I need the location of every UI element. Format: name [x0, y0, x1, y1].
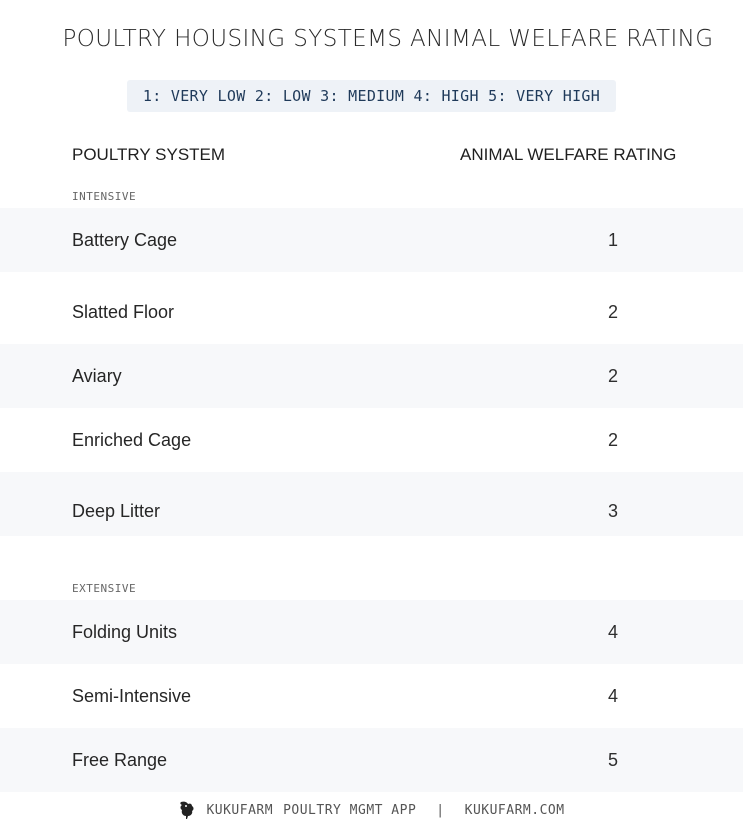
system-name: Aviary: [72, 365, 122, 386]
table-row: [0, 664, 743, 728]
group-label-extensive: EXTENSIVE: [72, 582, 137, 595]
welfare-rating: 5: [607, 749, 618, 770]
system-name: Semi-Intensive: [72, 685, 192, 706]
system-name: Battery Cage: [72, 229, 178, 250]
footer: [0, 800, 743, 820]
system-name: Folding Units: [72, 621, 178, 642]
system-name: Deep Litter: [72, 501, 161, 521]
welfare-rating: 4: [607, 685, 618, 706]
welfare-rating: 2: [607, 429, 618, 450]
table-row: [0, 600, 743, 664]
welfare-rating: 2: [607, 301, 618, 322]
page-title: POULTRY HOUSING SYSTEMS ANIMAL WELFARE RATING: [62, 26, 714, 52]
footer-separator: |: [436, 802, 445, 818]
table-row: [0, 728, 743, 792]
system-name: Free Range: [72, 749, 168, 770]
rooster-icon: [178, 800, 196, 820]
system-name: Enriched Cage: [72, 429, 192, 450]
system-name: Slatted Floor: [72, 301, 175, 322]
table-row: [0, 344, 743, 408]
table-row: [0, 472, 743, 536]
column-header-rating: ANIMAL WELFARE RATING: [460, 145, 677, 164]
welfare-rating: 2: [607, 365, 618, 386]
welfare-rating: 4: [607, 621, 618, 642]
rating-legend: 1: VERY LOW 2: LOW 3: MEDIUM 4: HIGH 5: VERY HIGH: [127, 80, 616, 112]
table-row: [0, 408, 743, 472]
table-row: [0, 280, 743, 344]
footer-brand: KUKUFARM: [206, 802, 274, 818]
table-row: [0, 208, 743, 272]
welfare-rating: 1: [607, 229, 618, 250]
column-header-system: POULTRY SYSTEM: [72, 145, 226, 164]
welfare-rating: 3: [607, 501, 618, 521]
group-label-intensive: INTENSIVE: [72, 190, 137, 203]
footer-app: POULTRY MGMT APP: [283, 802, 417, 818]
footer-url-link[interactable]: KUKUFARM.COM: [464, 802, 565, 818]
